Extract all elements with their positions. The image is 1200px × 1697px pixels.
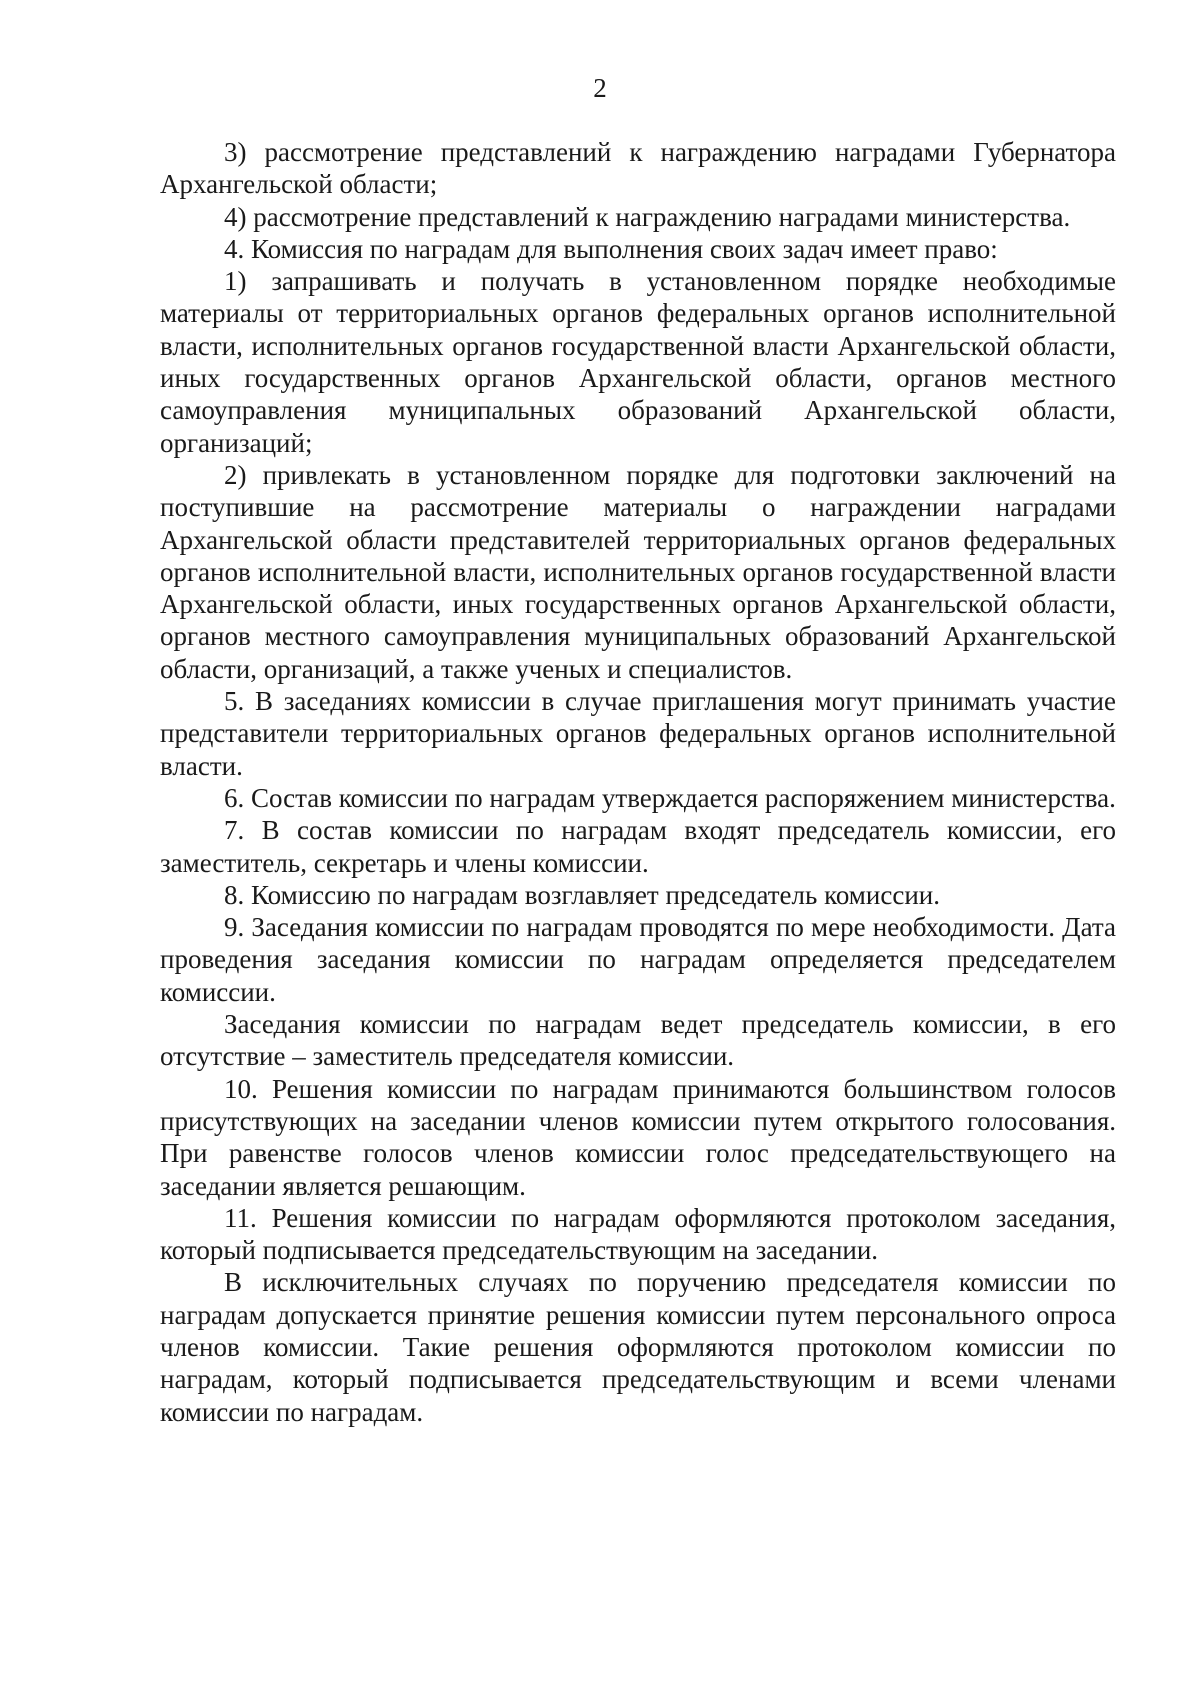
paragraph: 4) рассмотрение представлений к награждению наградами министерства. xyxy=(224,201,1071,232)
paragraph: 4. Комиссия по наградам для выполнения своих задач имеет право: xyxy=(224,233,998,264)
paragraph: 9. Заседания комиссии по наградам проводятся по мере необходимости. Дата проведения заседания комиссии по наградам определяется председателем комиссии. xyxy=(160,912,1116,1007)
paragraph: 8. Комиссию по наградам возглавляет председатель комиссии. xyxy=(224,879,940,910)
paragraph: 5. В заседаниях комиссии в случае приглашения могут принимать участие представители территориальных органов федеральных органов исполнительной власти. xyxy=(160,686,1116,781)
paragraph: 10. Решения комиссии по наградам принимаются большинством голосов присутствующих на заседании членов комиссии путем открытого голосования. При равенстве голосов членов комиссии голос председательствующего на заседании является решающим. xyxy=(160,1073,1116,1201)
paragraph: 6. Состав комиссии по наградам утверждается распоряжением министерства. xyxy=(224,782,1116,813)
document-body xyxy=(160,136,1116,1428)
paragraph: 1) запрашивать и получать в установленном порядке необходимые материалы от территориальных органов федеральных органов исполнительной власти, исполнительных органов государственной власти Архангельской области, иных государственных органов Архангельской области, органов местного самоуправления муниципальных образований Архангельской области, организаций; xyxy=(160,266,1116,458)
paragraph: В исключительных случаях по поручению председателя комиссии по наградам допускается принятие решения комиссии путем персонального опроса членов комиссии. Такие решения оформляются протоколом комиссии по наградам, который подписывается председательствующим и всеми членами комиссии по наградам. xyxy=(160,1267,1116,1427)
page-number: 2 xyxy=(593,73,607,103)
paragraph: Заседания комиссии по наградам ведет председатель комиссии, в его отсутствие – заместитель председателя комиссии. xyxy=(160,1009,1116,1072)
paragraph: 3) рассмотрение представлений к награждению наградами Губернатора Архангельской области; xyxy=(160,137,1116,200)
paragraph: 11. Решения комиссии по наградам оформляются протоколом заседания, который подписывается председательствующим на заседании. xyxy=(160,1202,1116,1266)
paragraph: 2) привлекать в установленном порядке для подготовки заключений на поступившие на рассмотрение материалы о награждении наградами Архангельской области представителей территориальных органов федеральных органов исполнительной власти, исполнительных органов государственной власти Архангельской области, иных государственных органов Архангельской области, органов местного самоуправления муниципальных образований Архангельской области, организаций, а также ученых и специалистов. xyxy=(160,459,1116,684)
paragraph: 7. В состав комиссии по наградам входят председатель комиссии, его заместитель, секретарь и члены комиссии. xyxy=(160,815,1116,878)
